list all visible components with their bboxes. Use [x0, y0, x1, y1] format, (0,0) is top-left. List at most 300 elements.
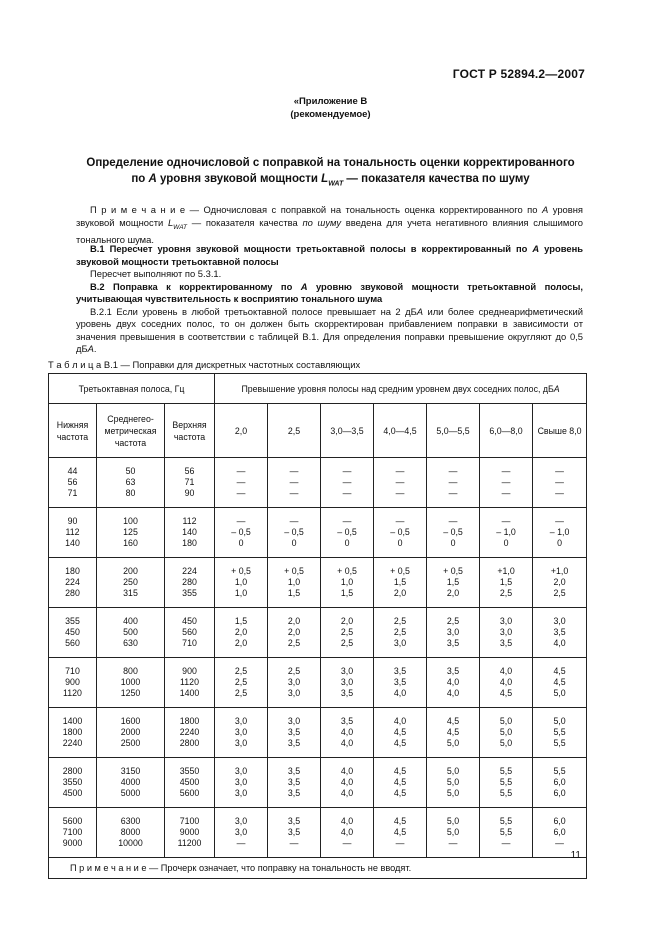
cell-value: 4,5	[553, 666, 566, 676]
mean-frequency-cell	[97, 808, 165, 858]
correction-cell	[374, 458, 427, 508]
cell-value: + 0,5	[231, 566, 251, 576]
cell-value: 224	[65, 577, 80, 587]
cell-value: 6,0	[553, 777, 566, 787]
correction-cell	[215, 458, 268, 508]
cell-value: 3550	[62, 777, 83, 787]
table-note-text: — Прочерк означает, что поправку на тональность не вводят.	[146, 863, 412, 873]
cell-value: 900	[182, 666, 197, 676]
cell-value: 2,0	[553, 577, 566, 587]
cell-value: 2,0	[393, 588, 407, 598]
col-header-upper: Верхняя частота	[165, 404, 215, 458]
cell-value: 450	[65, 627, 80, 637]
cell-value: 90	[184, 488, 195, 498]
table-row	[49, 658, 587, 708]
cell-value: 3,5	[446, 666, 460, 676]
standard-number: ГОСТ Р 52894.2—2007	[452, 67, 585, 81]
cell-value: 1,0	[287, 577, 301, 587]
correction-cell	[321, 758, 374, 808]
correction-cell	[268, 558, 321, 608]
cell-value: 5,0	[499, 727, 513, 737]
cell-value: 4,0	[340, 816, 354, 826]
cell-value: 1800	[179, 716, 200, 726]
mean-frequency-cell	[97, 458, 165, 508]
mean-frequency-cell	[97, 558, 165, 608]
cell-value: 2,5	[340, 627, 354, 637]
cell-value: 2,5	[287, 666, 301, 676]
cell-value: 450	[182, 616, 197, 626]
cell-value: —	[555, 838, 564, 848]
table-note-label: П р и м е ч а н и е	[70, 863, 147, 873]
cell-value: 3,5	[287, 766, 301, 776]
cell-value: 4,0	[340, 777, 354, 787]
cell-value: 7100	[179, 816, 200, 826]
cell-value: 5,0	[446, 766, 460, 776]
cell-value: 4,5	[393, 738, 407, 748]
cell-value: 1,5	[446, 577, 460, 587]
cell-value: 80	[125, 488, 136, 498]
correction-cell	[480, 458, 533, 508]
cell-value: —	[236, 466, 246, 476]
cell-value: —	[289, 838, 299, 848]
correction-cell	[480, 608, 533, 658]
cell-value: 2,5	[553, 588, 566, 598]
cell-value: 0	[503, 538, 509, 548]
cell-value: – 0,5	[390, 527, 410, 537]
correction-cell	[480, 508, 533, 558]
cell-value: 1,5	[393, 577, 407, 587]
cell-value: 2,5	[446, 616, 460, 626]
cell-value: 4,0	[340, 766, 354, 776]
cell-value: 1,5	[499, 577, 513, 587]
cell-value: 3,0	[234, 716, 248, 726]
cell-value: 6,0	[553, 827, 566, 837]
correction-cell	[480, 808, 533, 858]
cell-value: 180	[182, 538, 197, 548]
cell-value: 10000	[118, 838, 143, 848]
correction-cell	[374, 608, 427, 658]
lower-frequency-cell	[49, 708, 97, 758]
cell-value: 3,0	[234, 738, 248, 748]
cell-value: 2800	[179, 738, 200, 748]
cell-value: 0	[344, 538, 350, 548]
cell-value: 63	[125, 477, 136, 487]
cell-value: —	[289, 488, 299, 498]
cell-value: 4500	[179, 777, 200, 787]
cell-value: 0	[238, 538, 244, 548]
cell-value: 1800	[62, 727, 83, 737]
cell-value: 7100	[62, 827, 83, 837]
cell-value: 630	[123, 638, 138, 648]
cell-value: 3,5	[393, 677, 407, 687]
cell-value: —	[448, 838, 458, 848]
cell-value: 3,5	[287, 816, 301, 826]
cell-value: —	[289, 477, 299, 487]
cell-value: 0	[557, 538, 562, 548]
cell-value: 4,0	[499, 666, 513, 676]
cell-value: +1,0	[550, 566, 569, 576]
cell-value: 112	[182, 516, 197, 526]
correction-cell	[374, 658, 427, 708]
cell-value: 5,5	[553, 766, 566, 776]
cell-value: 3,0	[287, 688, 301, 698]
cell-value: 560	[65, 638, 80, 648]
title-line-2: по А уровня звуковой мощности $L_{WAT}$ — показателя качества по шуму	[131, 172, 530, 187]
correction-cell	[427, 508, 480, 558]
section-b2-heading: В.2 Поправка к корректированному по А уровню звуковой мощности третьоктавной полосы, учитывающая чувствительность к восприятию тонального шума	[76, 280, 583, 304]
cell-value: —	[448, 516, 458, 526]
cell-value: 90	[67, 516, 78, 526]
upper-frequency-cell	[165, 808, 215, 858]
cell-value: 9000	[62, 838, 83, 848]
correction-cell	[480, 658, 533, 708]
correction-cell	[215, 808, 268, 858]
cell-value: —	[501, 838, 511, 848]
cell-value: 3,5	[340, 688, 354, 698]
cell-value: 0	[450, 538, 456, 548]
upper-frequency-cell	[165, 708, 215, 758]
table-row	[49, 608, 587, 658]
col-header-exceed: 5,0—5,5	[427, 404, 480, 458]
mean-frequency-cell	[97, 658, 165, 708]
cell-value: 3,5	[287, 788, 301, 798]
correction-cell	[374, 758, 427, 808]
cell-value: 710	[182, 638, 197, 648]
cell-value: 3,0	[234, 816, 248, 826]
cell-value: 5,5	[499, 788, 513, 798]
cell-value: —	[236, 516, 246, 526]
correction-cell	[268, 808, 321, 858]
section-b1-heading: В.1 Пересчет уровня звуковой мощности третьоктавной полосы в корректированный по А уровень звуковой мощности третьоктавной полосы	[76, 243, 583, 267]
band-group-header: Третьоктавная полоса, Гц	[49, 374, 215, 404]
table-caption: Т а б л и ц а В.1 — Поправки для дискретных частотных составляющих	[48, 359, 361, 370]
correction-cell	[374, 708, 427, 758]
correction-cell	[480, 558, 533, 608]
correction-cell	[533, 658, 587, 708]
mean-frequency-cell	[97, 608, 165, 658]
correction-cell	[321, 808, 374, 858]
cell-value: —	[395, 838, 405, 848]
upper-frequency-cell	[165, 608, 215, 658]
correction-cell	[427, 708, 480, 758]
table-row	[49, 808, 587, 858]
cell-value: 1,5	[287, 588, 301, 598]
page-number: 11	[570, 850, 581, 861]
cell-value: 1120	[63, 688, 82, 698]
cell-value: 160	[123, 538, 138, 548]
cell-value: 125	[123, 527, 138, 537]
cell-value: 6300	[120, 816, 141, 826]
correction-cell	[268, 608, 321, 658]
cell-value: 3,0	[446, 627, 460, 637]
cell-value: 2,5	[234, 666, 248, 676]
cell-value: —	[448, 488, 458, 498]
mean-frequency-cell	[97, 508, 165, 558]
cell-value: 8000	[120, 827, 141, 837]
cell-value: 140	[182, 527, 197, 537]
cell-value: 4,5	[393, 766, 407, 776]
cell-value: 4,5	[393, 827, 407, 837]
exceedance-group-header: Превышение уровня полосы над средним уровнем двух соседних полос, дБА	[215, 374, 587, 404]
section-b1	[76, 243, 583, 356]
cell-value: 400	[123, 616, 138, 626]
cell-value: 56	[67, 477, 78, 487]
lower-frequency-cell	[49, 458, 97, 508]
mean-frequency-cell	[97, 758, 165, 808]
cell-value: 500	[123, 627, 138, 637]
cell-value: 3,0	[499, 616, 513, 626]
cell-value: —	[395, 477, 405, 487]
lower-frequency-cell	[49, 658, 97, 708]
correction-cell	[321, 508, 374, 558]
cell-value: —	[395, 516, 405, 526]
col-header-exceed: 3,0—3,5	[321, 404, 374, 458]
cell-value: —	[289, 466, 299, 476]
correction-cell	[321, 708, 374, 758]
cell-value: 5,5	[553, 738, 566, 748]
upper-frequency-cell	[165, 658, 215, 708]
cell-value: 5,0	[446, 738, 460, 748]
cell-value: 4,0	[393, 688, 407, 698]
cell-value: —	[342, 488, 352, 498]
cell-value: 11200	[177, 838, 202, 848]
cell-value: 315	[123, 588, 138, 598]
cell-value: 2000	[120, 727, 141, 737]
cell-value: 3150	[120, 766, 141, 776]
cell-value: 5,0	[446, 827, 460, 837]
cell-value: 224	[182, 566, 197, 576]
note-block	[76, 204, 583, 246]
cell-value: 3,5	[287, 827, 301, 837]
cell-value: 3,0	[234, 788, 248, 798]
cell-value: 5,0	[553, 716, 566, 726]
cell-value: 2,5	[499, 588, 513, 598]
cell-value: 71	[184, 477, 195, 487]
cell-value: 5,0	[553, 688, 566, 698]
cell-value: + 0,5	[390, 566, 410, 576]
table-row	[49, 758, 587, 808]
correction-cell	[215, 708, 268, 758]
upper-frequency-cell	[165, 758, 215, 808]
cell-value: 1000	[120, 677, 141, 687]
cell-value: + 0,5	[337, 566, 357, 576]
cell-value: 1120	[180, 677, 199, 687]
cell-value: —	[501, 466, 511, 476]
cell-value: 2,5	[393, 627, 407, 637]
cell-value: 6,0	[553, 788, 566, 798]
cell-value: 0	[397, 538, 403, 548]
correction-cell	[215, 508, 268, 558]
cell-value: 4,0	[446, 677, 460, 687]
cell-value: 1,0	[234, 577, 248, 587]
cell-value: 3,0	[340, 666, 354, 676]
cell-value: 1,0	[340, 577, 354, 587]
cell-value: 4,5	[393, 788, 407, 798]
cell-value: 250	[123, 577, 138, 587]
cell-value: 4,5	[393, 727, 407, 737]
cell-value: 112	[65, 527, 80, 537]
cell-value: 3,0	[234, 777, 248, 787]
upper-frequency-cell	[165, 508, 215, 558]
cell-value: 5,5	[499, 766, 513, 776]
correction-cell	[427, 608, 480, 658]
cell-value: —	[395, 488, 405, 498]
cell-value: —	[501, 477, 511, 487]
cell-value: 3,0	[553, 616, 566, 626]
cell-value: 355	[182, 588, 197, 598]
cell-value: 280	[182, 577, 197, 587]
cell-value: 2,0	[234, 627, 248, 637]
appendix-label: «Приложение В	[293, 96, 368, 107]
cell-value: 3,5	[287, 727, 301, 737]
table-row	[49, 508, 587, 558]
cell-value: 71	[67, 488, 78, 498]
correction-cell	[215, 758, 268, 808]
col-header-exceed: 6,0—8,0	[480, 404, 533, 458]
table-row	[49, 708, 587, 758]
cell-value: 3,0	[234, 827, 248, 837]
cell-value: —	[236, 477, 246, 487]
cell-value: 1400	[179, 688, 200, 698]
cell-value: —	[555, 477, 564, 487]
cell-value: 140	[65, 538, 80, 548]
cell-value: 5,0	[499, 716, 513, 726]
cell-value: 2,0	[340, 616, 354, 626]
cell-value: 3,0	[234, 766, 248, 776]
cell-value: 6,0	[553, 816, 566, 826]
cell-value: 3550	[179, 766, 200, 776]
cell-value: 4,5	[446, 727, 460, 737]
col-header-exceed: 2,5	[268, 404, 321, 458]
cell-value: —	[555, 466, 564, 476]
cell-value: 2800	[62, 766, 83, 776]
col-header-exceed: Свыше 8,0	[533, 404, 587, 458]
section-b21-text: В.2.1 Если уровень в любой третьоктавной полосе превышает на 2 дБА или более среднеарифметический уровень двух соседних полос, то он должен быть скорректирован прибавлением поправки в зависимости от значения превышения в соответствии с таблицей В.1. Для определения поправки превышение округляют до 0,5 дБА.	[76, 305, 584, 354]
correction-cell	[268, 708, 321, 758]
cell-value: 180	[65, 566, 80, 576]
cell-value: 5600	[179, 788, 200, 798]
cell-value: 4,5	[393, 777, 407, 787]
correction-cell	[480, 708, 533, 758]
cell-value: 2240	[62, 738, 83, 748]
cell-value: 5,0	[446, 816, 460, 826]
cell-value: 44	[67, 466, 78, 476]
cell-value: – 0,5	[337, 527, 357, 537]
cell-value: 4,5	[446, 716, 460, 726]
correction-cell	[533, 608, 587, 658]
cell-value: 3,0	[287, 716, 301, 726]
table-row	[49, 558, 587, 608]
correction-cell	[533, 708, 587, 758]
lower-frequency-cell	[49, 558, 97, 608]
correction-cell	[268, 458, 321, 508]
correction-cell	[268, 758, 321, 808]
cell-value: —	[448, 477, 458, 487]
correction-cell	[427, 458, 480, 508]
correction-cell	[533, 558, 587, 608]
cell-value: 2,0	[234, 638, 248, 648]
cell-value: —	[501, 488, 511, 498]
correction-cell	[427, 808, 480, 858]
cell-value: 4,0	[499, 677, 513, 687]
note-paragraph: П р и м е ч а н и е — Одночисловая с поправкой на тональность оценка корректированного по А уровня звуковой мощности $L_{WAT}$ — показателя качества по шуму введена для учета негативного влияния слышимого тонального шума.	[76, 204, 583, 245]
cell-value: —	[342, 516, 352, 526]
appendix-status: (рекомендуемое)	[290, 109, 371, 120]
cell-value: 4,0	[340, 738, 354, 748]
cell-value: 1600	[120, 716, 141, 726]
col-header-lower: Нижняя частота	[49, 404, 97, 458]
correction-cell	[321, 658, 374, 708]
correction-cell	[533, 508, 587, 558]
table-row	[49, 458, 587, 508]
lower-frequency-cell	[49, 758, 97, 808]
cell-value: 710	[65, 666, 80, 676]
correction-cell	[427, 558, 480, 608]
cell-value: 3,0	[393, 638, 407, 648]
cell-value: 2,5	[234, 677, 248, 687]
cell-value: 560	[182, 627, 197, 637]
cell-value: 5000	[120, 788, 141, 798]
cell-value: 1250	[120, 688, 141, 698]
cell-value: 2,5	[340, 638, 354, 648]
cell-value: 200	[123, 566, 138, 576]
lower-frequency-cell	[49, 508, 97, 558]
cell-value: 355	[65, 616, 80, 626]
cell-value: 4,0	[340, 727, 354, 737]
cell-value: 0	[291, 538, 297, 548]
cell-value: 50	[125, 466, 136, 476]
cell-value: 4,0	[340, 788, 354, 798]
cell-value: – 1,0	[496, 527, 516, 537]
table-note	[49, 858, 587, 879]
cell-value: 3,0	[287, 677, 301, 687]
cell-value: 5,5	[499, 827, 513, 837]
cell-value: 4,0	[340, 827, 354, 837]
section-b1-text: Пересчет выполняют по 5.3.1.	[90, 268, 222, 279]
correction-cell	[268, 508, 321, 558]
cell-value: 900	[65, 677, 80, 687]
cell-value: + 0,5	[443, 566, 463, 576]
appendix-title	[0, 156, 661, 191]
cell-value: 2,0	[287, 627, 301, 637]
col-header-mean: Среднегео-метрическая частота	[97, 404, 165, 458]
cell-value: 4,5	[499, 688, 513, 698]
correction-cell	[374, 508, 427, 558]
cell-value: 2500	[120, 738, 141, 748]
corrections-table	[48, 373, 587, 879]
cell-value: 3,5	[553, 627, 566, 637]
cell-value: 3,5	[499, 638, 513, 648]
correction-cell	[215, 658, 268, 708]
col-header-exceed: 2,0	[215, 404, 268, 458]
upper-frequency-cell	[165, 458, 215, 508]
cell-value: 4000	[120, 777, 141, 787]
cell-value: —	[289, 516, 299, 526]
correction-cell	[533, 458, 587, 508]
cell-value: 5,0	[446, 788, 460, 798]
cell-value: 3,0	[499, 627, 513, 637]
correction-cell	[480, 758, 533, 808]
cell-value: 280	[65, 588, 80, 598]
cell-value: +1,0	[497, 566, 515, 576]
cell-value: 5,0	[446, 777, 460, 787]
cell-value: 9000	[179, 827, 200, 837]
cell-value: —	[236, 838, 246, 848]
correction-cell	[321, 558, 374, 608]
cell-value: + 0,5	[284, 566, 304, 576]
cell-value: —	[501, 516, 511, 526]
cell-value: 3,5	[287, 777, 301, 787]
